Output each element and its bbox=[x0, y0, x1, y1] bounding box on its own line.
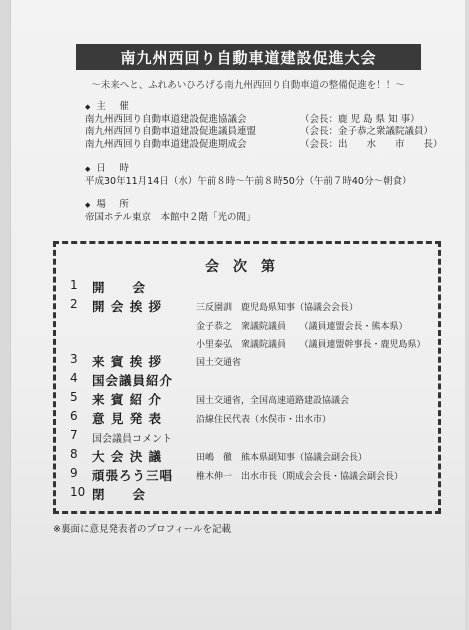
item-number: 4 bbox=[70, 371, 78, 385]
item-title: 国会議員紹介 bbox=[92, 373, 174, 388]
program-item bbox=[70, 428, 435, 447]
item-detail: 国土交通省，全国高速道路建設協議会 bbox=[196, 396, 350, 406]
program-item bbox=[70, 297, 435, 316]
footnote: ※裏面に意見発表者のプロフィールを記載 bbox=[53, 524, 232, 535]
item-number: 9 bbox=[70, 466, 78, 480]
program-item bbox=[70, 278, 435, 297]
item-title: 開 会 bbox=[92, 280, 147, 295]
item-title: 来 賓 挨 拶 bbox=[92, 354, 163, 369]
organizer-chair: （会長：金子恭之衆議院議員） bbox=[300, 126, 434, 137]
item-title: 閉 会 bbox=[92, 487, 147, 502]
program-item bbox=[70, 447, 435, 466]
organizer-chair: （会長：出 水 市 長） bbox=[300, 138, 443, 150]
program-list bbox=[70, 278, 435, 504]
organizers-section bbox=[85, 101, 443, 151]
venue-label: 場 所 bbox=[96, 199, 131, 210]
venue-section bbox=[85, 199, 256, 224]
item-title: 国会議員コメント bbox=[92, 434, 172, 445]
item-detail: 田嶋 徹 熊本県副知事（協議会副会長） bbox=[196, 453, 368, 463]
program-item bbox=[70, 466, 435, 485]
document-sheet bbox=[10, 0, 465, 630]
item-number: 3 bbox=[70, 352, 78, 366]
item-detail: 小里泰弘 衆議院議員 （議員連盟幹事長・鹿児島県） bbox=[196, 340, 426, 350]
item-detail: 椎木伸一 出水市長（期成会会長・協議会副会長） bbox=[196, 472, 404, 482]
program-box bbox=[53, 241, 441, 514]
organizer-row bbox=[85, 126, 443, 139]
item-number: 7 bbox=[70, 428, 78, 442]
program-title: 会次第 bbox=[205, 259, 289, 275]
organizer-row bbox=[85, 114, 443, 127]
event-subtitle: 〜未来へと、ふれあいひろげる南九州西回り自動車道の整備促進を！！〜 bbox=[91, 80, 405, 91]
bullet-icon: ◆ bbox=[85, 165, 91, 173]
datetime-heading bbox=[85, 163, 411, 176]
bullet-icon: ◆ bbox=[85, 201, 91, 209]
item-title: 来 賓 紹 介 bbox=[92, 392, 163, 407]
item-detail: 沿線住民代表（水俣市・出水市） bbox=[196, 415, 332, 425]
item-title: 大 会 決 議 bbox=[92, 449, 163, 464]
datetime-label: 日 時 bbox=[96, 163, 131, 174]
item-number: 2 bbox=[70, 297, 78, 311]
organizer-name: 南九州西回り自動車道建設促進協議会 bbox=[85, 113, 247, 125]
item-detail: 国土交通省 bbox=[196, 358, 242, 368]
program-item bbox=[70, 485, 435, 504]
program-subitem bbox=[70, 316, 435, 334]
venue-heading bbox=[85, 199, 256, 212]
item-detail: 金子恭之 衆議院議員 （議員連盟会長・熊本県） bbox=[196, 322, 408, 332]
organizer-row bbox=[85, 139, 443, 152]
organizers-heading bbox=[85, 101, 443, 114]
organizer-chair: （会長：鹿 児 島 県 知 事） bbox=[300, 113, 420, 125]
item-number: 5 bbox=[70, 390, 78, 404]
bullet-icon: ◆ bbox=[85, 103, 91, 111]
program-item bbox=[70, 371, 435, 390]
item-detail: 三反園訓 鹿児島県知事（協議会会長） bbox=[196, 303, 359, 313]
item-title: 頑張ろう三唱 bbox=[92, 468, 174, 483]
item-title: 意 見 発 表 bbox=[92, 411, 163, 426]
venue-value: 帝国ホテル東京 本館中２階「光の間」 bbox=[85, 211, 256, 223]
datetime-value: 平成30年11月14日（水）午前８時〜午前８時50分（午前７時40分〜朝食） bbox=[85, 175, 412, 187]
organizers-label: 主 催 bbox=[96, 101, 131, 112]
item-number: 1 bbox=[70, 278, 78, 292]
organizer-name: 南九州西回り自動車道建設促進期成会 bbox=[85, 138, 247, 150]
item-number: 6 bbox=[70, 409, 78, 423]
item-number: 8 bbox=[70, 447, 78, 461]
item-title: 開 会 挨 拶 bbox=[92, 299, 163, 314]
program-item bbox=[70, 390, 435, 409]
datetime-section bbox=[85, 163, 411, 188]
event-title: 南九州西回り自動車道建設促進大会 bbox=[76, 44, 421, 70]
program-item bbox=[70, 409, 435, 428]
program-item bbox=[70, 352, 435, 371]
item-number: 10 bbox=[70, 485, 86, 499]
program-subitem bbox=[70, 334, 435, 352]
organizer-name: 南九州西回り自動車道建設促進議員連盟 bbox=[85, 126, 257, 137]
